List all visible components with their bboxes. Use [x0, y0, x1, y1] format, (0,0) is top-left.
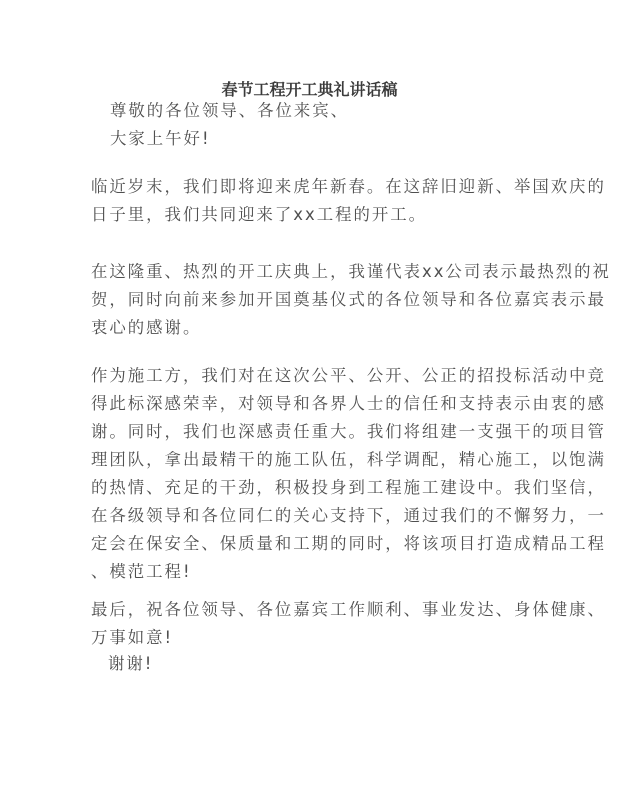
paragraph-line: 在这隆重、热烈的开工庆典上，我谨代表xx公司表示最热烈的祝	[91, 262, 611, 281]
paragraph-line: 定会在保安全、保质量和工期的同时，将该项目打造成精品工程	[91, 534, 606, 553]
paragraph-line: 万事如意!	[91, 628, 174, 647]
greeting-line: 尊敬的各位领导、各位来宾、	[110, 101, 350, 120]
paragraph-line: 临近岁末，我们即将迎来虎年新春。在这辞旧迎新、举国欢庆的	[91, 177, 606, 196]
paragraph-line: 理团队，拿出最精干的施工队伍，科学调配，精心施工，以饱满	[91, 450, 606, 469]
paragraph-line: 日子里，我们共同迎来了xx工程的开工。	[91, 205, 428, 224]
paragraph-line: 得此标深感荣幸，对领导和各界人士的信任和支持表示由衷的感	[91, 394, 606, 413]
paragraph-line: 衷心的感谢。	[91, 318, 202, 337]
greeting-line: 大家上午好!	[110, 129, 211, 148]
paragraph-line: 贺，同时向前来参加开国奠基仪式的各位领导和各位嘉宾表示最	[91, 290, 606, 309]
paragraph-line: 最后，祝各位领导、各位嘉宾工作顺利、事业发达、身体健康、	[91, 600, 606, 619]
paragraph-line: 作为施工方，我们对在这次公平、公开、公正的招投标活动中竞	[91, 366, 606, 385]
paragraph-line: 谢。同时，我们也深感责任重大。我们将组建一支强干的项目管	[91, 422, 606, 441]
closing-thanks: 谢谢!	[108, 654, 154, 673]
paragraph-line: 的热情、充足的干劲，积极投身到工程施工建设中。我们坚信，	[91, 478, 606, 497]
paragraph-line: 、模范工程!	[91, 562, 192, 581]
paragraph-line: 在各级领导和各位同仁的关心支持下，通过我们的不懈努力，一	[91, 506, 606, 525]
document-title: 春节工程开工典礼讲话稿	[221, 80, 398, 99]
